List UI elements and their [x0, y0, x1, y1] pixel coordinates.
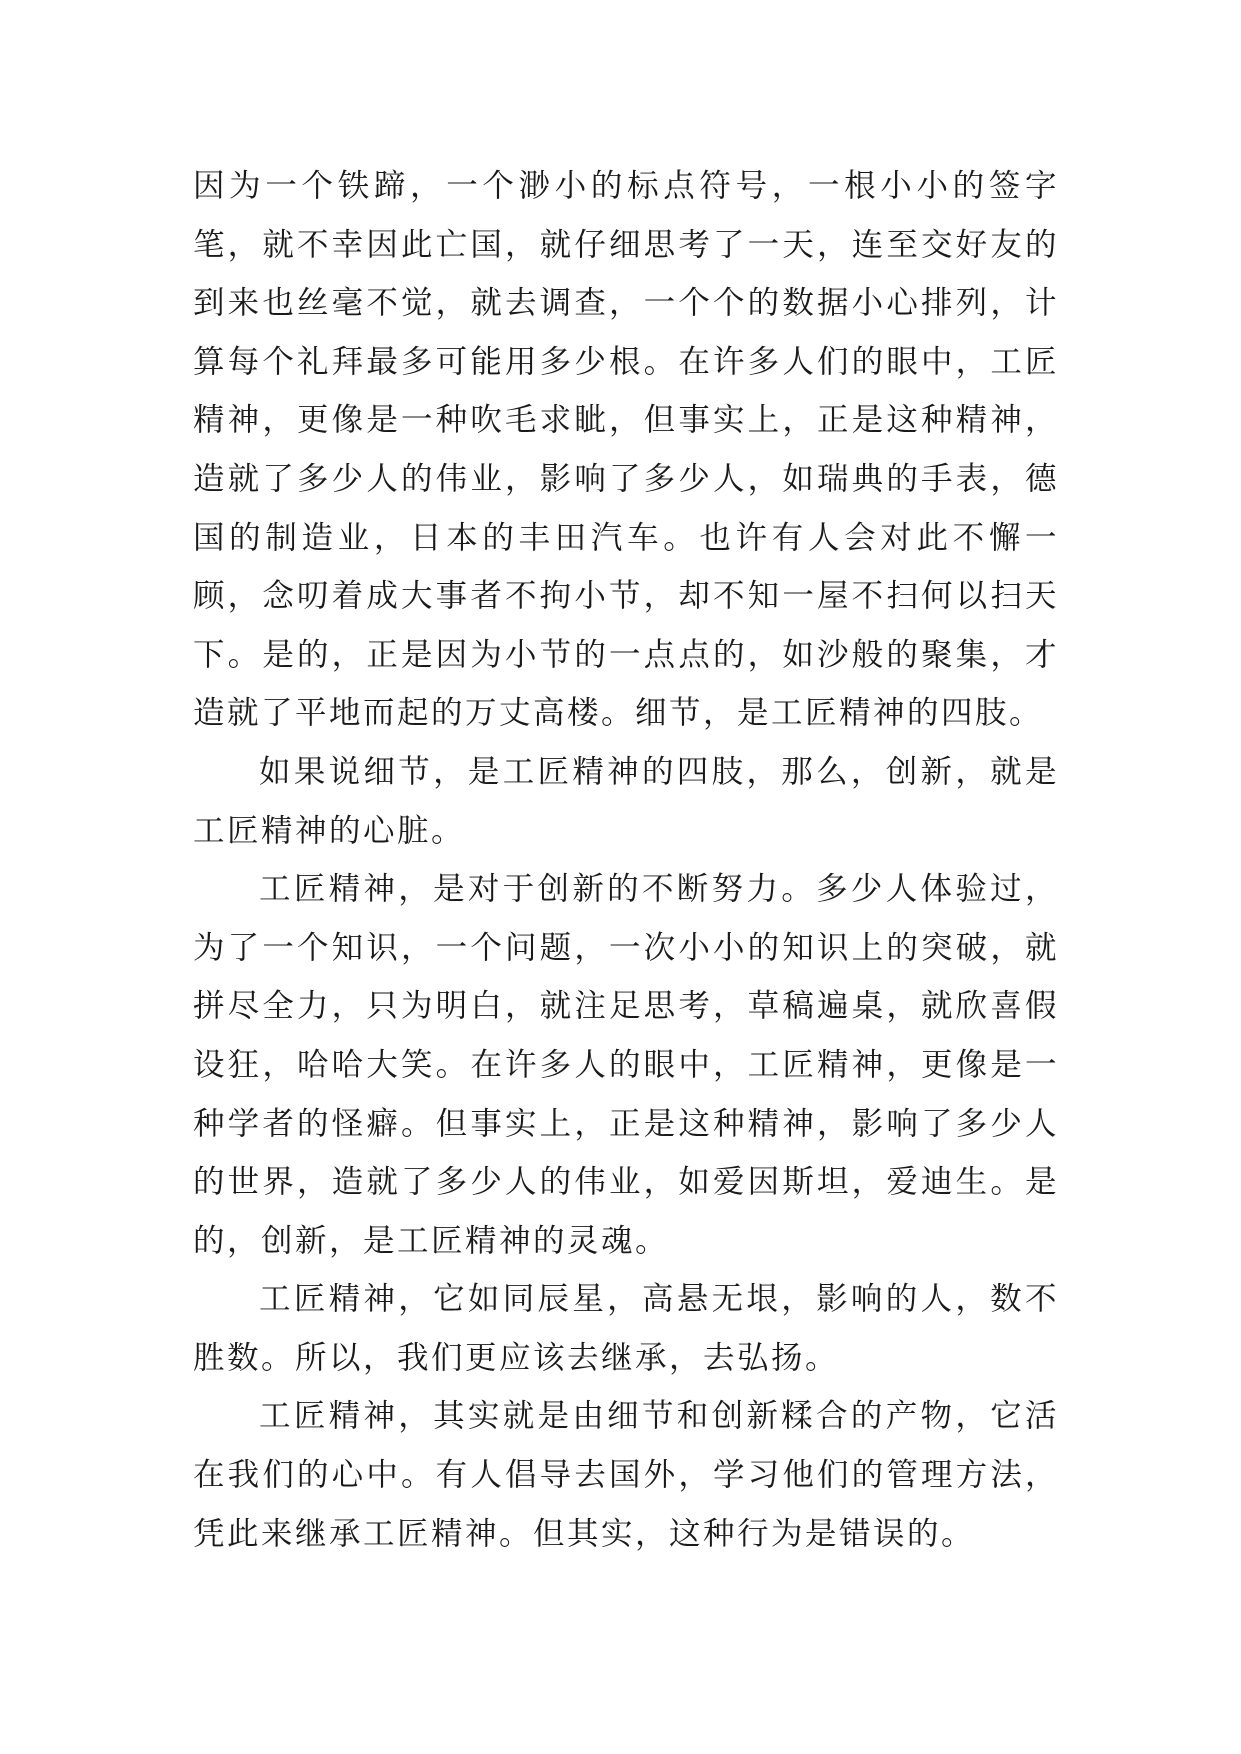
- paragraph: 工匠精神，其实就是由细节和创新糅合的产物，它活在我们的心中。有人倡导去国外，学习他们的管理方法，凭此来继承工匠精神。但其实，这种行为是错误的。: [193, 1398, 1059, 1552]
- document-body: [193, 157, 1059, 1563]
- paragraph: 工匠精神，它如同辰星，高悬无垠，影响的人，数不胜数。所以，我们更应该去继承，去弘扬。: [193, 1281, 1059, 1376]
- paragraph: 工匠精神，是对于创新的不断努力。多少人体验过，为了一个知识，一个问题，一次小小的知识上的突破，就拼尽全力，只为明白，就注足思考，草稿遍桌，就欣喜假设狂，哈哈大笑。在许多人的眼中，工匠精神，更像是一种学者的怪癖。但事实上，正是这种精神，影响了多少人的世界，造就了多少人的伟业，如爱因斯坦，爱迪生。是的，创新，是工匠精神的灵魂。: [193, 871, 1059, 1259]
- paragraph: 因为一个铁蹄，一个渺小的标点符号，一根小小的签字笔，就不幸因此亡国，就仔细思考了一天，连至交好友的到来也丝毫不觉，就去调查，一个个的数据小心排列，计算每个礼拜最多可能用多少根。在许多人们的眼中，工匠精神，更像是一种吹毛求眦，但事实上，正是这种精神，造就了多少人的伟业，影响了多少人，如瑞典的手表，德国的制造业，日本的丰田汽车。也许有人会对此不懈一顾，念叨着成大事者不拘小节，却不知一屋不扫何以扫天下。是的，正是因为小节的一点点的，如沙般的聚集，才造就了平地而起的万丈高楼。细节，是工匠精神的四肢。: [193, 168, 1059, 732]
- paragraph: 如果说细节，是工匠精神的四肢，那么，创新，就是工匠精神的心脏。: [193, 753, 1059, 849]
